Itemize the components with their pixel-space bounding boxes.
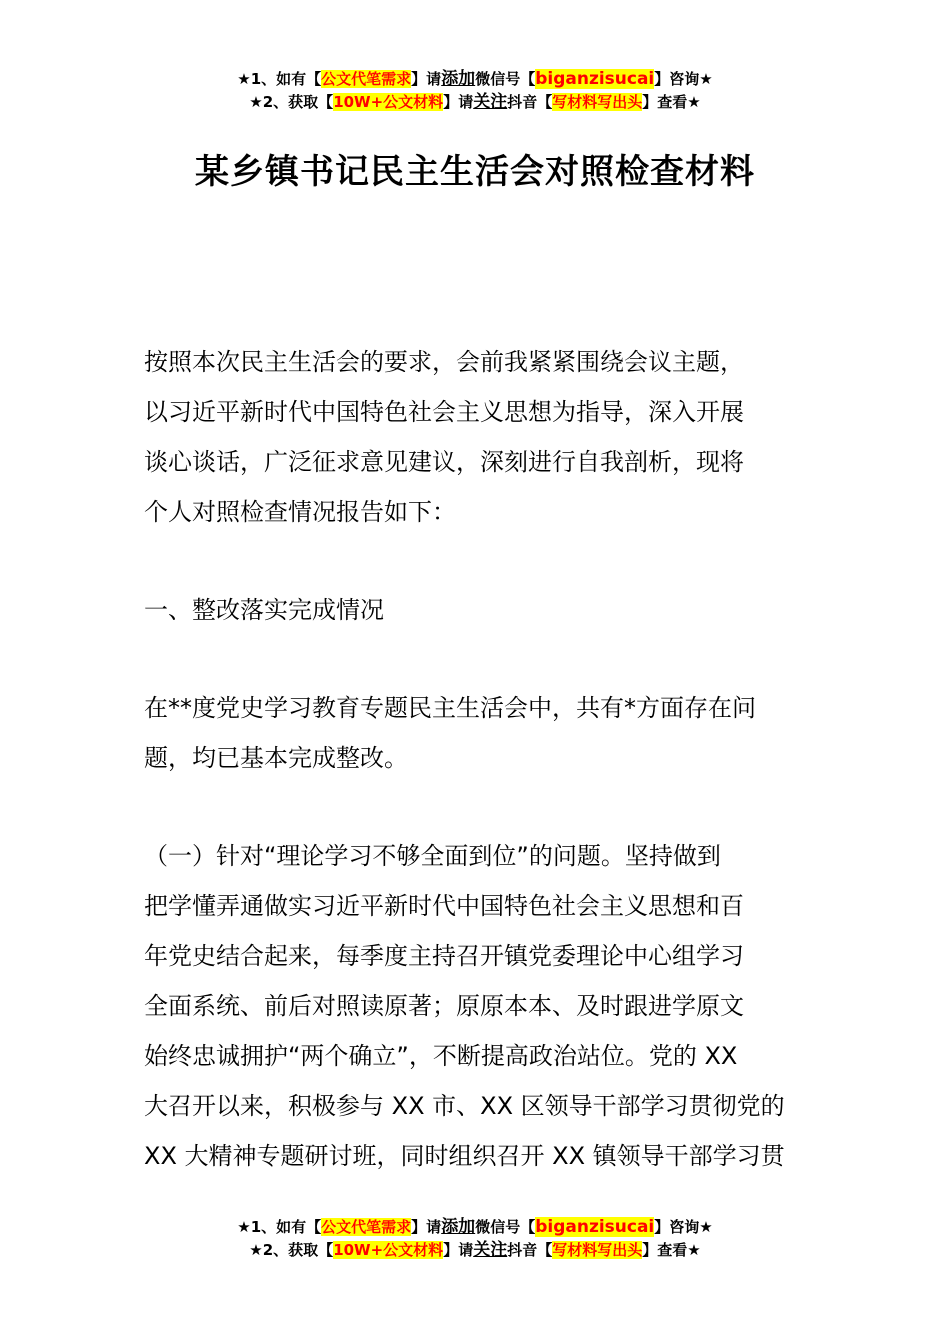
promo-line-1 bbox=[0, 1216, 950, 1239]
text-line: 题，均已基本完成整改。 bbox=[144, 744, 408, 772]
promo-text: 】请 bbox=[411, 70, 442, 88]
text-line: 个人对照检查情况报告如下： bbox=[144, 498, 456, 526]
promo-highlight: 公文代笔需求 bbox=[321, 1218, 412, 1236]
promo-highlight: 10W+公文材料 bbox=[333, 1241, 444, 1259]
promo-highlight: biganzisucai bbox=[535, 1217, 655, 1237]
text-line: 年党史结合起来，每季度主持召开镇党委理论中心组学习 bbox=[144, 942, 744, 970]
promo-line-2 bbox=[0, 91, 950, 114]
text-line: 把学懂弄通做实习近平新时代中国特色社会主义思想和百 bbox=[144, 892, 744, 920]
document-title: 某乡镇书记民主生活会对照检查材料 bbox=[195, 152, 755, 192]
promo-text: 微信号【 bbox=[475, 70, 536, 88]
promo-highlight: 公文代笔需求 bbox=[321, 70, 412, 88]
promo-highlight: 写材料写出头 bbox=[552, 1241, 643, 1259]
text-line: XX 大精神专题研讨班，同时组织召开 XX 镇领导干部学习贯 bbox=[144, 1142, 785, 1170]
text-line: 谈心谈话，广泛征求意见建议，深刻进行自我剖析，现将 bbox=[144, 448, 744, 476]
promo-line-1 bbox=[0, 68, 950, 91]
promo-text: ★2、获取【 bbox=[249, 1241, 334, 1259]
text-line: 按照本次民主生活会的要求，会前我紧紧围绕会议主题， bbox=[144, 348, 744, 376]
text-line: 始终忠诚拥护“两个确立”，不断提高政治站位。党的 XX bbox=[144, 1042, 738, 1070]
promo-text: ★1、如有【 bbox=[237, 1218, 322, 1236]
text-line: 以习近平新时代中国特色社会主义思想为指导，深入开展 bbox=[144, 398, 744, 426]
promo-text: 】查看★ bbox=[642, 93, 701, 111]
promo-emphasis: 添加 bbox=[441, 69, 476, 89]
promo-text: ★1、如有【 bbox=[237, 70, 322, 88]
promo-line-2 bbox=[0, 1239, 950, 1262]
promo-emphasis: 关注 bbox=[473, 92, 508, 112]
document-body bbox=[144, 337, 812, 1181]
section-paragraph bbox=[144, 683, 812, 783]
promo-text: 抖音【 bbox=[507, 1241, 553, 1259]
promo-highlight: 10W+公文材料 bbox=[333, 93, 444, 111]
item-paragraph bbox=[144, 831, 812, 1181]
promo-text: 】咨询★ bbox=[654, 1218, 713, 1236]
section-heading bbox=[144, 585, 812, 635]
promo-text: ★2、获取【 bbox=[249, 93, 334, 111]
promo-emphasis: 关注 bbox=[473, 1240, 508, 1260]
bottom-promo-banner bbox=[0, 1216, 950, 1262]
promo-text: 】请 bbox=[443, 1241, 474, 1259]
text-line: 一、整改落实完成情况 bbox=[144, 596, 384, 624]
intro-paragraph bbox=[144, 337, 812, 537]
text-line: 大召开以来，积极参与 XX 市、XX 区领导干部学习贯彻党的 bbox=[144, 1092, 785, 1120]
promo-emphasis: 添加 bbox=[441, 1217, 476, 1237]
promo-text: 】咨询★ bbox=[654, 70, 713, 88]
promo-text: 微信号【 bbox=[475, 1218, 536, 1236]
text-line: （一）针对“理论学习不够全面到位”的问题。坚持做到 bbox=[144, 842, 721, 870]
promo-highlight: 写材料写出头 bbox=[552, 93, 643, 111]
promo-text: 】请 bbox=[443, 93, 474, 111]
promo-text: 抖音【 bbox=[507, 93, 553, 111]
promo-text: 】请 bbox=[411, 1218, 442, 1236]
text-line: 在**度党史学习教育专题民主生活会中，共有*方面存在问 bbox=[144, 694, 756, 722]
promo-highlight: biganzisucai bbox=[535, 69, 655, 89]
text-line: 全面系统、前后对照读原著；原原本本、及时跟进学原文 bbox=[144, 992, 744, 1020]
promo-text: 】查看★ bbox=[642, 1241, 701, 1259]
top-promo-banner bbox=[0, 68, 950, 114]
